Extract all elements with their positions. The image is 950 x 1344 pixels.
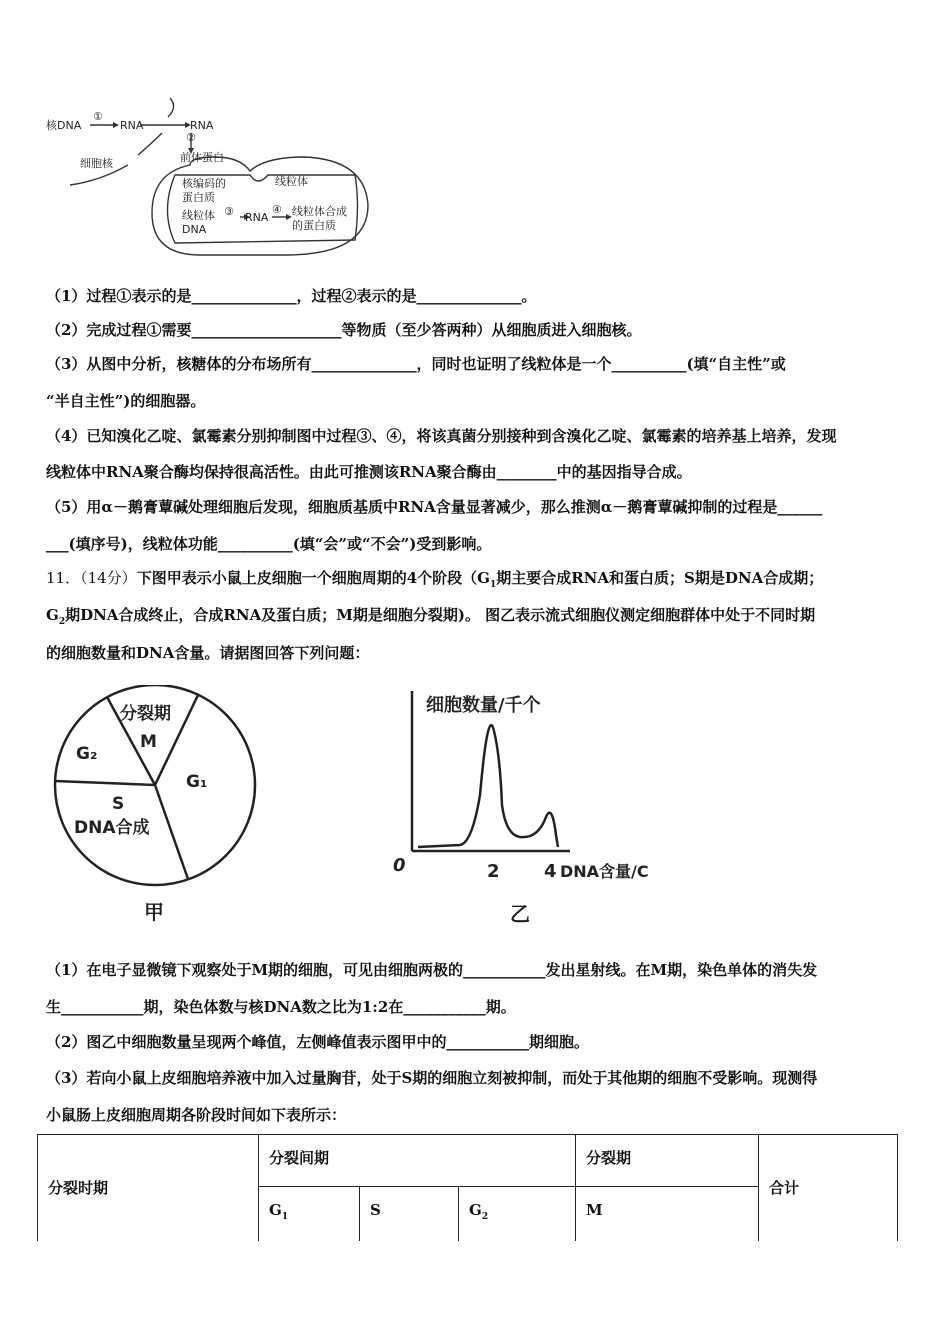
- label-nuclear-encoded-2: 蛋白质: [182, 191, 215, 204]
- q10-part5-line1: （5）用α－鹅膏蕈碱处理细胞后发现，细胞质基质中RNA含量显著减少，那么推测α－鹅膏蕈碱抑制的过程是______: [46, 498, 823, 516]
- q11-intro-text1: 下图甲表示小鼠上皮细胞一个细胞周期的4个阶段（G: [136, 569, 490, 587]
- q10-part4-line2: 线粒体中RNA聚合酶均保持很高活性。由此可推测该RNA聚合酶由________中的基因指导合成。: [46, 463, 692, 481]
- label-rna-b: RNA: [190, 119, 214, 132]
- distribution-curve: [418, 725, 558, 847]
- q11-number: 11．（14分）: [46, 569, 137, 587]
- table-row-header: 分裂时期: [38, 1135, 259, 1241]
- label-mito-protein-2: 的蛋白质: [292, 219, 336, 232]
- q10-part3-line2: “半自主性”)的细胞器。: [46, 392, 206, 410]
- q11-part2: （2）图乙中细胞数量呈现两个峰值，左侧峰值表示图甲中的___________期细胞。: [46, 1033, 589, 1051]
- q11-intro-sub1: 1: [489, 580, 497, 590]
- label-nucleus: 细胞核: [80, 157, 113, 170]
- graph-ylabel: 细胞数量/千个: [426, 695, 541, 716]
- nuclear-membrane-mid: [138, 133, 162, 155]
- graph-origin: 0: [393, 855, 406, 876]
- label-precursor-protein: 前体蛋白: [180, 151, 224, 164]
- label-step-4: ④: [272, 203, 282, 216]
- pie-label-g1: G₁: [186, 772, 208, 792]
- pie-divider-left: [55, 781, 155, 785]
- label-nuclear-encoded-1: 核编码的: [182, 177, 226, 190]
- pie-label-s: S: [112, 794, 125, 814]
- q11-intro-text1-rest: 期主要合成RNA和蛋白质；S期是DNA合成期；: [496, 569, 824, 587]
- table-m-header: M: [576, 1187, 759, 1241]
- label-step-3: ③: [224, 205, 234, 218]
- q11-part3-line2: 小鼠肠上皮细胞周期各阶段时间如下表所示：: [46, 1106, 347, 1124]
- mitochondria-diagram: [40, 95, 380, 265]
- q11-intro-line1: [46, 568, 823, 595]
- label-mito-protein-1: 线粒体合成: [292, 205, 347, 218]
- q11-intro-g: G: [46, 606, 59, 624]
- pie-label-division: 分裂期: [120, 704, 171, 724]
- q11-part1-line1: （1）在电子显微镜下观察处于M期的细胞，可见由细胞两极的___________发出星射线。在M期，染色单体的消失发: [46, 961, 818, 979]
- cell-cycle-pie: [40, 685, 280, 935]
- table-s-header: S: [360, 1187, 459, 1241]
- label-mitochondrion: 线粒体: [275, 175, 308, 188]
- pie-label-m: M: [140, 732, 157, 752]
- graph-xlabel: DNA含量/C: [560, 862, 649, 881]
- cell-cycle-table: [37, 1134, 898, 1241]
- table-division-header: 分裂期: [576, 1135, 759, 1187]
- q11-intro-line3: 的细胞数量和DNA含量。请据图回答下列问题：: [46, 644, 370, 662]
- pie-divider-bottom: [155, 785, 188, 879]
- graph-tick-4: 4: [544, 861, 557, 882]
- label-rna-a: RNA: [120, 119, 144, 132]
- label-rna-c: RNA: [245, 211, 269, 224]
- q11-intro-line2: [46, 605, 815, 632]
- table-g1-text: G: [269, 1201, 282, 1219]
- q11-part3-line1: （3）若向小鼠上皮细胞培养液中加入过量胸苷，处于S期的细胞立刻被抑制，而处于其他期的细胞不受影响。现测得: [46, 1069, 818, 1087]
- q10-part3-line1: （3）从图中分析，核糖体的分布场所有______________，同时也证明了线粒体是一个__________(填“自主性”或: [46, 355, 786, 373]
- table-g1-sub: 1: [281, 1212, 289, 1222]
- pie-label-dna-synthesis: DNA合成: [74, 818, 150, 838]
- pie-caption: 甲: [144, 900, 164, 924]
- q10-part4-line1: （4）已知溴化乙啶、氯霉素分别抑制图中过程③、④，将该真菌分别接种到含溴化乙啶、氯霉素的培养基上培养，发现: [46, 427, 837, 445]
- label-mito-dna-2: DNA: [182, 223, 207, 236]
- q10-part1: （1）过程①表示的是______________，过程②表示的是______________。: [46, 287, 537, 305]
- q11-intro-sub2: 2: [58, 617, 66, 627]
- q10-part5-line2: ___(填序号)，线粒体功能__________(填“会”或“不会”)受到影响。: [46, 535, 492, 553]
- label-mito-dna-1: 线粒体: [182, 209, 215, 222]
- label-nucleus-dna: 核DNA: [46, 119, 82, 132]
- label-step-2: ②: [186, 131, 196, 144]
- table-g2-text: G: [469, 1201, 482, 1219]
- graph-tick-2: 2: [487, 861, 500, 882]
- table-g1-header: [259, 1187, 360, 1241]
- table-interphase-header: 分裂间期: [259, 1135, 576, 1187]
- label-step-1: ①: [93, 110, 103, 123]
- pie-label-g2: G₂: [76, 744, 98, 764]
- graph-caption: 乙: [510, 902, 530, 926]
- nuclear-membrane-upper: [168, 98, 174, 117]
- dna-content-graph: [390, 685, 710, 935]
- q10-part2: （2）完成过程①需要____________________等物质（至少答两种）从细胞质进入细胞核。: [46, 321, 642, 339]
- table-g2-header: [459, 1187, 576, 1241]
- table-g2-sub: 2: [481, 1212, 489, 1222]
- q11-part1-line2: 生___________期，染色体数与核DNA数之比为1:2在___________期。: [46, 998, 516, 1016]
- q11-intro-text2-rest: 期DNA合成终止，合成RNA及蛋白质；M期是细胞分裂期)。 图乙表示流式细胞仪测定细胞群体中处于不同时期: [65, 606, 816, 624]
- table-total-header: 合计: [759, 1135, 898, 1241]
